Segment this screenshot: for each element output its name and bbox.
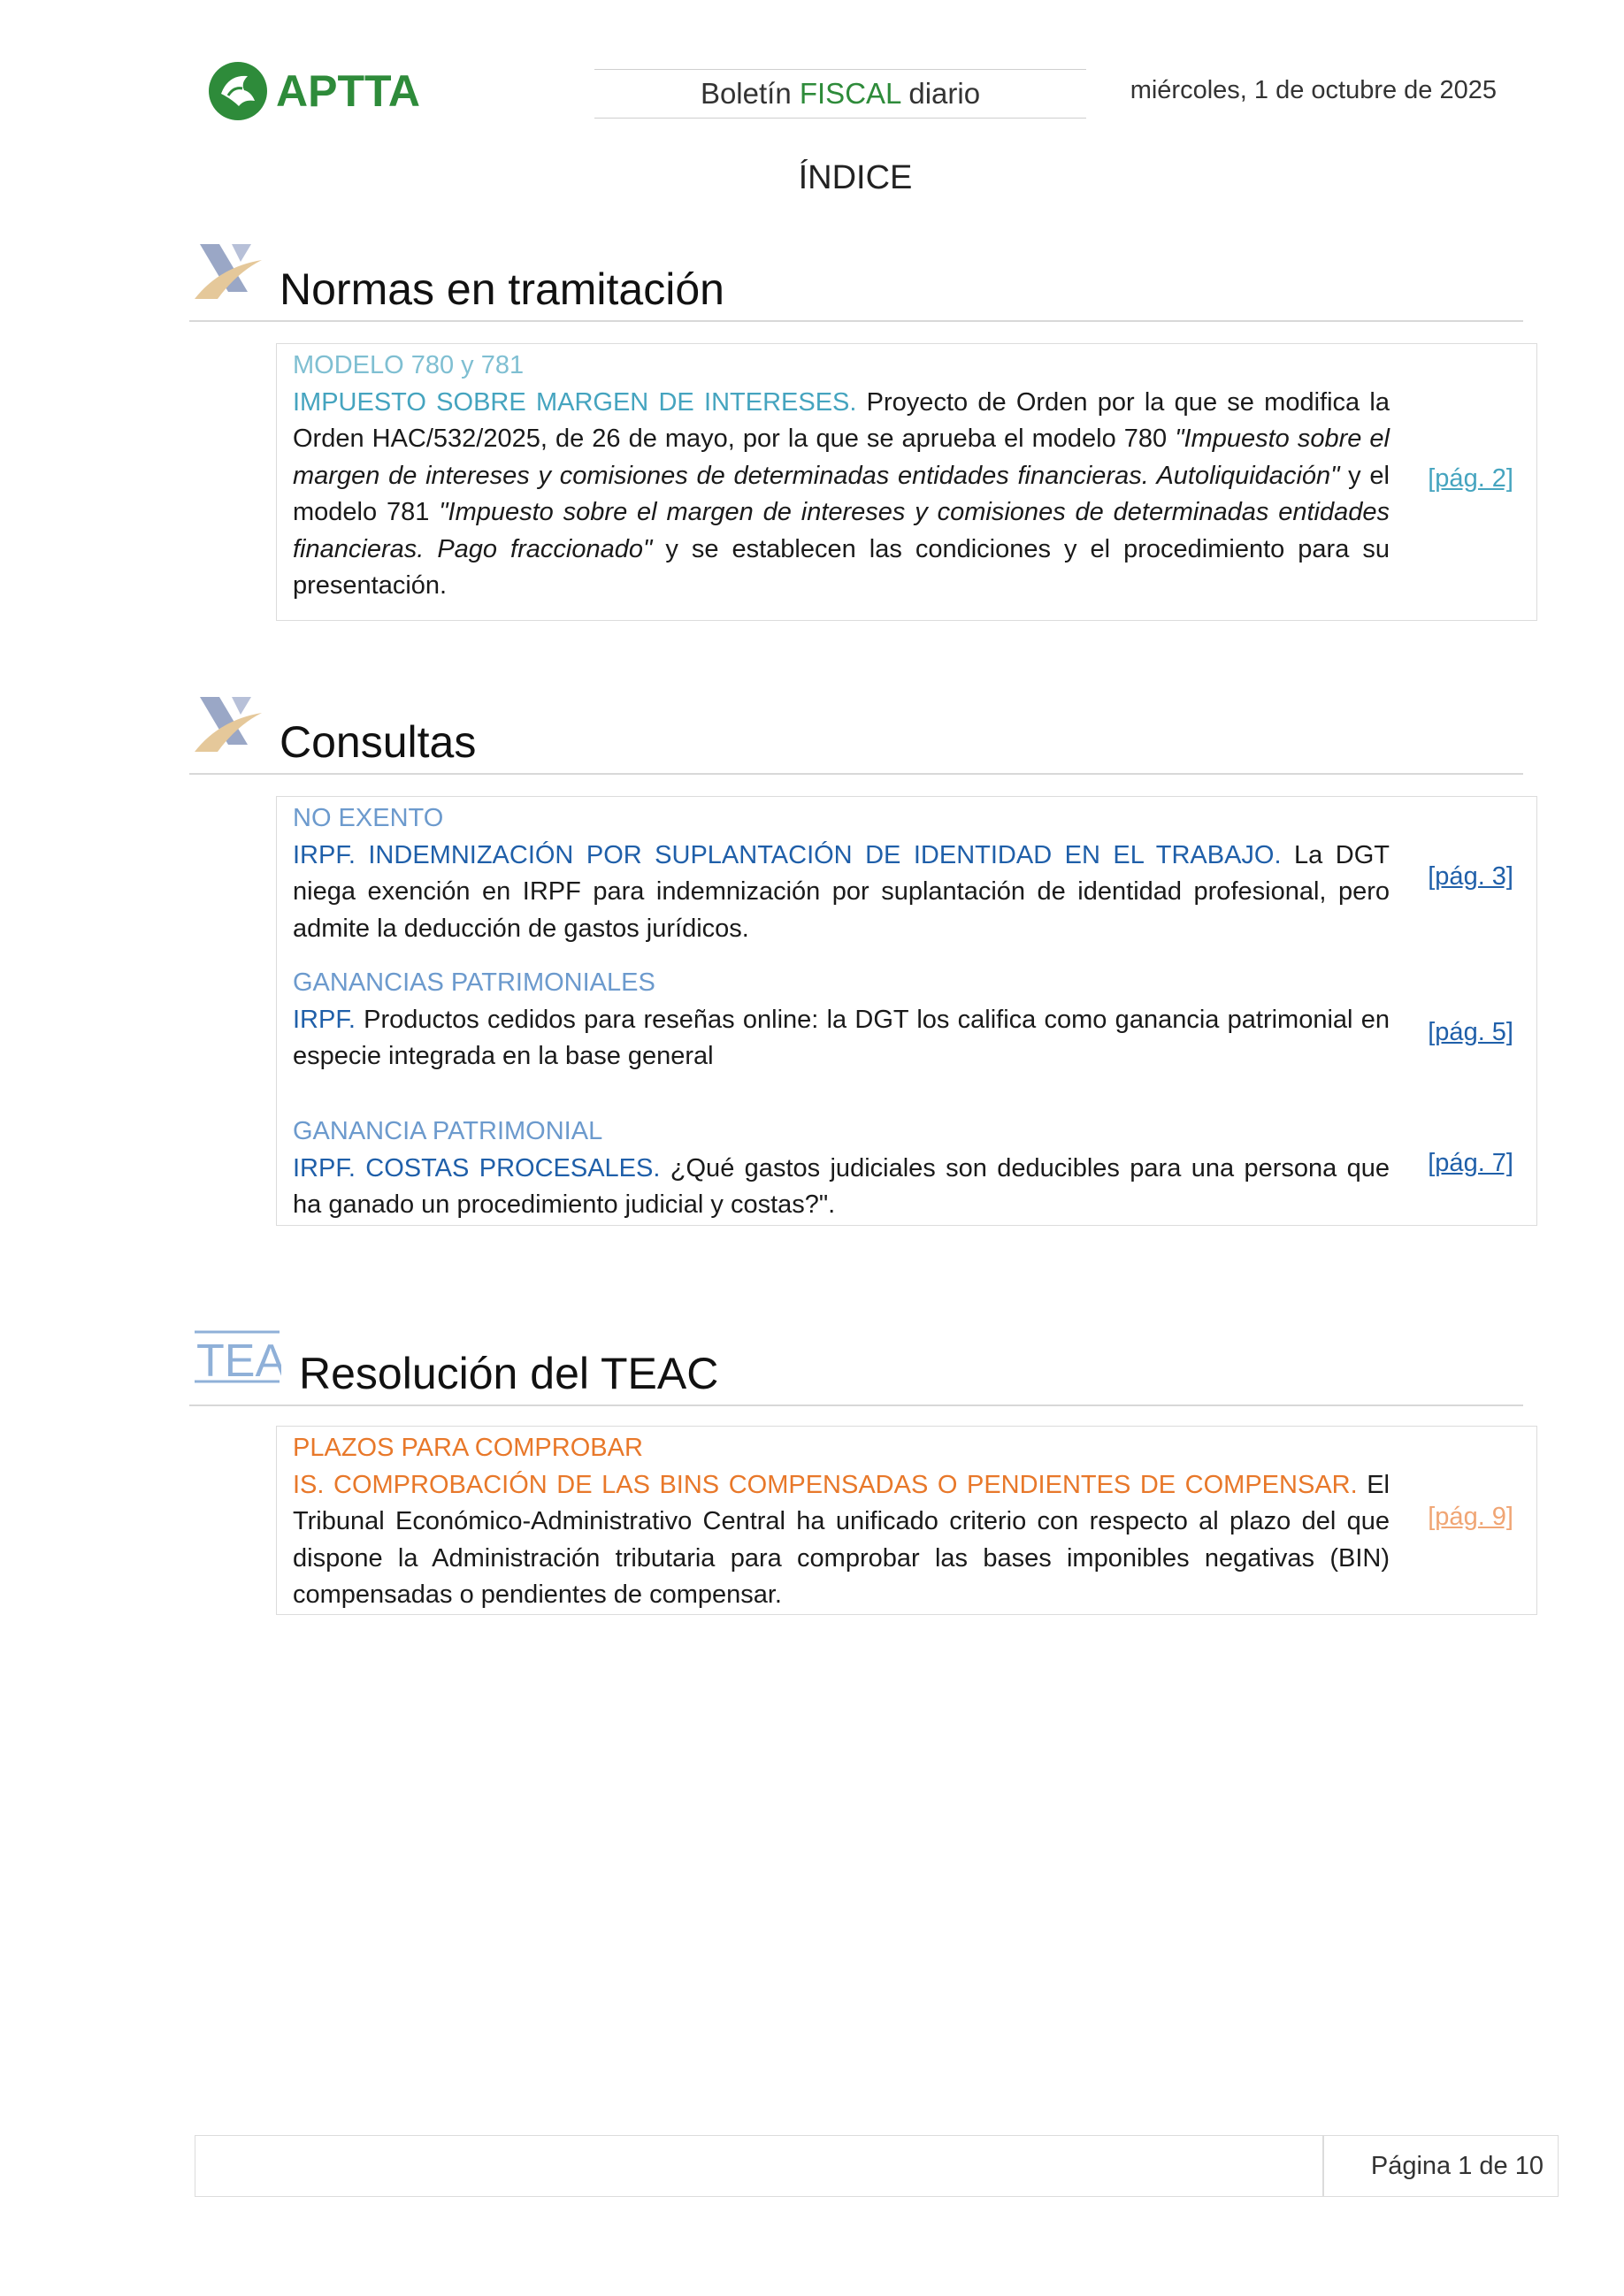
entry-box-teac — [276, 1426, 1537, 1615]
entry-lead: IRPF. INDEMNIZACIÓN POR SUPLANTACIÓN DE IDENTIDAD EN EL TRABAJO. — [293, 840, 1282, 869]
entry-category: GANANCIAS PATRIMONIALES — [293, 968, 655, 997]
title-highlight: FISCAL — [799, 77, 901, 110]
page-ref-link[interactable]: [pág. 5] — [1428, 1018, 1513, 1046]
aptta-logo — [205, 58, 453, 124]
section-header-teac — [189, 1325, 1523, 1406]
entry-category: MODELO 780 y 781 — [293, 351, 525, 379]
entry-category: GANANCIA PATRIMONIAL — [293, 1117, 603, 1145]
page-ref-link[interactable]: [pág. 9] — [1428, 1503, 1513, 1531]
aeat-logo-icon — [193, 693, 264, 757]
title-pre: Boletín — [700, 77, 800, 110]
entry-body: IRPF. COSTAS PROCESALES. ¿Qué gastos judiciales son deducibles para una persona que ha ganado un procedimiento judicial y costas?". — [293, 1153, 1390, 1219]
list-item — [293, 348, 1390, 605]
section-header-normas — [189, 241, 1523, 322]
list-item — [293, 1114, 1390, 1224]
list-item — [293, 965, 1390, 1075]
entry-box-normas — [276, 343, 1537, 621]
entry-category: PLAZOS PARA COMPROBAR — [293, 1434, 643, 1462]
entry-body: IRPF. INDEMNIZACIÓN POR SUPLANTACIÓN DE IDENTIDAD EN EL TRABAJO. La DGT niega exención en IRPF para indemnización por suplantación de identidad profesional, pero admite la deducción de gastos jurídicos. — [293, 840, 1390, 943]
entry-lead: IRPF. — [293, 1005, 356, 1034]
entry-body: IS. COMPROBACIÓN DE LAS BINS COMPENSADAS O PENDIENTES DE COMPENSAR. El Tribunal Económico-Administrativo Central ha unificado criterio con respecto al plazo del que dispone la Administración tributaria para comprobar las bases imponibles negativas (BIN) compensadas o pendientes de compensar. — [293, 1470, 1390, 1609]
page-ref-link[interactable]: [pág. 7] — [1428, 1149, 1513, 1177]
footer-divider — [1322, 2136, 1324, 2196]
title-post: diario — [900, 77, 981, 110]
tea-logo-icon — [193, 1325, 281, 1389]
section-title: Normas en tramitación — [280, 264, 724, 314]
page-ref-link[interactable]: [pág. 2] — [1428, 464, 1513, 493]
entry-lead: IMPUESTO SOBRE MARGEN DE INTERESES. — [293, 387, 857, 417]
entry-lead: IS. COMPROBACIÓN DE LAS BINS COMPENSADAS O PENDIENTES DE COMPENSAR. — [293, 1470, 1358, 1499]
page-ref-link[interactable]: [pág. 3] — [1428, 862, 1513, 891]
entry-category: NO EXENTO — [293, 804, 444, 832]
aeat-logo-icon — [193, 241, 264, 304]
section-title: Consultas — [280, 717, 477, 767]
logo-text: APTTA — [276, 66, 420, 116]
section-title: Resolución del TEAC — [299, 1349, 719, 1398]
page-footer — [195, 2135, 1559, 2197]
section-header-consultas — [189, 693, 1523, 775]
list-item — [293, 800, 1390, 947]
index-title: ÍNDICE — [798, 159, 913, 196]
entry-box-consultas — [276, 796, 1537, 1226]
tea-logo-text: TEA — [196, 1336, 281, 1387]
entry-lead: IRPF. COSTAS PROCESALES. — [293, 1153, 661, 1182]
bulletin-date: miércoles, 1 de octubre de 2025 — [1130, 76, 1497, 104]
entry-body: IMPUESTO SOBRE MARGEN DE INTERESES. Proyecto de Orden por la que se modifica la Orden HAC/532/2025, de 26 de mayo, por la que se aprueba el modelo 780 "Impuesto sobre el margen de intereses y comisiones de determinadas entidades financieras. Autoliquidación" y el modelo 781 "Impuesto sobre el margen de intereses y comisiones de determinadas entidades financieras. Pago fraccionado" y se establecen las condiciones y el procedimiento para su presentación. — [293, 387, 1390, 600]
page-number: Página 1 de 10 — [1370, 2152, 1544, 2180]
bulletin-title — [594, 69, 1086, 119]
entry-body: IRPF. Productos cedidos para reseñas online: la DGT los califica como ganancia patrimonial en especie integrada en la base general — [293, 1005, 1390, 1070]
list-item — [293, 1430, 1390, 1614]
